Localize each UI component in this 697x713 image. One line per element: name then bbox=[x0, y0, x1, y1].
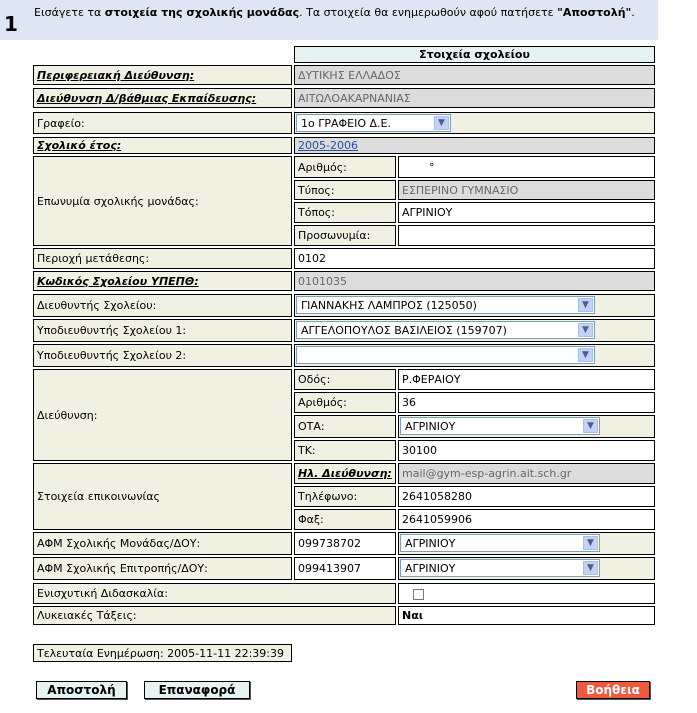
fax-input[interactable]: 2641059906 bbox=[398, 509, 655, 530]
contact-label: Στοιχεία επικοινωνίας bbox=[33, 463, 292, 530]
chevron-down-icon[interactable]: ▼ bbox=[578, 298, 593, 312]
ota-select[interactable] bbox=[400, 417, 600, 435]
principal-select[interactable] bbox=[296, 296, 595, 314]
instructions-text bbox=[34, 6, 654, 20]
vice2-label: Υποδιευθυντής Σχολείου 2: bbox=[33, 344, 292, 367]
instructions-bold: στοιχεία της σχολικής μονάδας bbox=[104, 6, 300, 19]
afm-committee-label: ΑΦΜ Σχολικής Επιτροπής/ΔΟΥ: bbox=[33, 557, 292, 580]
transfer-input[interactable]: 0102 bbox=[294, 248, 655, 269]
tk-input[interactable]: 30100 bbox=[398, 440, 655, 461]
code-label bbox=[33, 271, 292, 291]
vice2-select[interactable] bbox=[296, 346, 595, 364]
directorate-value: ΑΙΤΩΛΟΑΚΑΡΝΑΝΙΑΣ bbox=[294, 88, 655, 108]
instructions-part: . Τα στοιχεία θα ενημερωθούν αφού πατήσετε bbox=[299, 6, 558, 19]
transfer-label: Περιοχή μετάθεσης: bbox=[33, 248, 292, 269]
table-title: Στοιχεία σχολείου bbox=[294, 46, 655, 63]
step-number: 1 bbox=[4, 12, 18, 36]
last-update: Τελευταία Ενημέρωση: 2005-11-11 22:39:39 bbox=[33, 644, 292, 662]
address-label: Διεύθυνση: bbox=[33, 369, 292, 461]
email-value: mail@gym-esp-agrin.ait.sch.gr bbox=[398, 463, 655, 484]
chevron-down-icon[interactable]: ▼ bbox=[578, 348, 593, 362]
code-value: 0101035 bbox=[294, 271, 655, 291]
principal-label: Διευθυντής Σχολείου: bbox=[33, 294, 292, 317]
afm-school-doy-select[interactable] bbox=[400, 534, 600, 552]
tk-label: ΤΚ: bbox=[294, 440, 396, 461]
afm-school-label: ΑΦΜ Σχολικής Μονάδας/ΔΟΥ: bbox=[33, 532, 292, 555]
office-select[interactable] bbox=[296, 114, 451, 132]
phone-input[interactable]: 2641058280 bbox=[398, 486, 655, 507]
remedial-cell bbox=[398, 583, 655, 604]
fax-label: Φαξ: bbox=[294, 509, 396, 530]
street-input[interactable]: Ρ.ΦΕΡΑΙΟΥ bbox=[398, 369, 655, 390]
afm-committee-input[interactable]: 099413907 bbox=[294, 557, 396, 580]
region-value: ΔΥΤΙΚΗΣ ΕΛΛΑΔΟΣ bbox=[294, 65, 655, 85]
lyceum-value: Ναι bbox=[398, 606, 655, 625]
place-label: Τόπος: bbox=[294, 202, 396, 223]
vice1-select-value: ΑΓΓΕΛΟΠΟΥΛΟΣ ΒΑΣΙΛΕΙΟΣ (159707) bbox=[301, 323, 507, 337]
email-label-text: Ηλ. Διεύθυνση: bbox=[298, 467, 392, 480]
region-label-text: Περιφερειακή Διεύθυνση: bbox=[37, 68, 195, 82]
ota-label: ΟΤΑ: bbox=[294, 415, 396, 438]
office-label: Γραφείο: bbox=[33, 112, 292, 134]
number-label: Αριθμός: bbox=[294, 156, 396, 178]
year-label-text: Σχολικό έτος: bbox=[37, 139, 122, 152]
instructions-bold: "Αποστολή" bbox=[557, 6, 632, 19]
number-input[interactable]: ° bbox=[398, 156, 655, 178]
afm-committee-doy-value: ΑΓΡΙΝΙΟΥ bbox=[405, 561, 456, 575]
vice1-label: Υποδιευθυντής Σχολείου 1: bbox=[33, 319, 292, 342]
afm-school-input[interactable]: 099738702 bbox=[294, 532, 396, 555]
nickname-input[interactable] bbox=[398, 225, 655, 246]
year-label bbox=[33, 137, 292, 154]
vice1-select[interactable] bbox=[296, 321, 595, 339]
street-number-label: Αριθμός: bbox=[294, 392, 396, 413]
principal-select-value: ΓΙΑΝΝΑΚΗΣ ΛΑΜΠΡΟΣ (125050) bbox=[301, 298, 477, 312]
ota-select-value: ΑΓΡΙΝΙΟΥ bbox=[405, 419, 456, 433]
instructions-part: Εισάγετε τα bbox=[34, 6, 105, 19]
phone-label: Τηλέφωνο: bbox=[294, 486, 396, 507]
directorate-label-text: Διεύθυνση Δ/βάθμιας Εκπαίδευσης: bbox=[37, 91, 257, 105]
street-number-input[interactable]: 36 bbox=[398, 392, 655, 413]
instructions-part: . bbox=[631, 6, 635, 19]
chevron-down-icon[interactable]: ▼ bbox=[578, 323, 593, 337]
place-input[interactable]: ΑΓΡΙΝΙΟΥ bbox=[398, 202, 655, 223]
chevron-down-icon[interactable]: ▼ bbox=[583, 561, 598, 575]
checkbox-icon[interactable] bbox=[413, 589, 424, 600]
nickname-label: Προσωνυμία: bbox=[294, 225, 396, 246]
submit-button[interactable]: Αποστολή bbox=[36, 681, 127, 699]
lyceum-label: Λυκειακές Τάξεις: bbox=[33, 606, 396, 625]
year-value bbox=[294, 137, 655, 154]
type-value: ΕΣΠΕΡΙΝΟ ΓΥΜΝΑΣΙΟ bbox=[398, 180, 655, 200]
chevron-down-icon[interactable]: ▼ bbox=[434, 116, 449, 130]
directorate-label bbox=[33, 88, 292, 108]
office-select-value: 1ο ΓΡΑΦΕΙΟ Δ.Ε. bbox=[301, 116, 391, 130]
help-button[interactable]: Βοήθεια bbox=[576, 681, 650, 699]
chevron-down-icon[interactable]: ▼ bbox=[583, 419, 598, 433]
type-label: Τύπος: bbox=[294, 180, 396, 200]
email-label bbox=[294, 463, 396, 484]
afm-school-doy-value: ΑΓΡΙΝΙΟΥ bbox=[405, 536, 456, 550]
reset-button[interactable]: Επαναφορά bbox=[144, 681, 250, 699]
region-label bbox=[33, 65, 292, 85]
year-link[interactable]: 2005-2006 bbox=[298, 139, 358, 152]
remedial-label: Ενισχυτική Διδασκαλία: bbox=[33, 583, 396, 604]
street-label: Οδός: bbox=[294, 369, 396, 390]
code-label-text: Κωδικός Σχολείου ΥΠΕΠΘ: bbox=[37, 274, 199, 288]
name-label: Επωνυμία σχολικής μονάδας: bbox=[33, 156, 292, 246]
afm-committee-doy-select[interactable] bbox=[400, 559, 600, 577]
chevron-down-icon[interactable]: ▼ bbox=[583, 536, 598, 550]
